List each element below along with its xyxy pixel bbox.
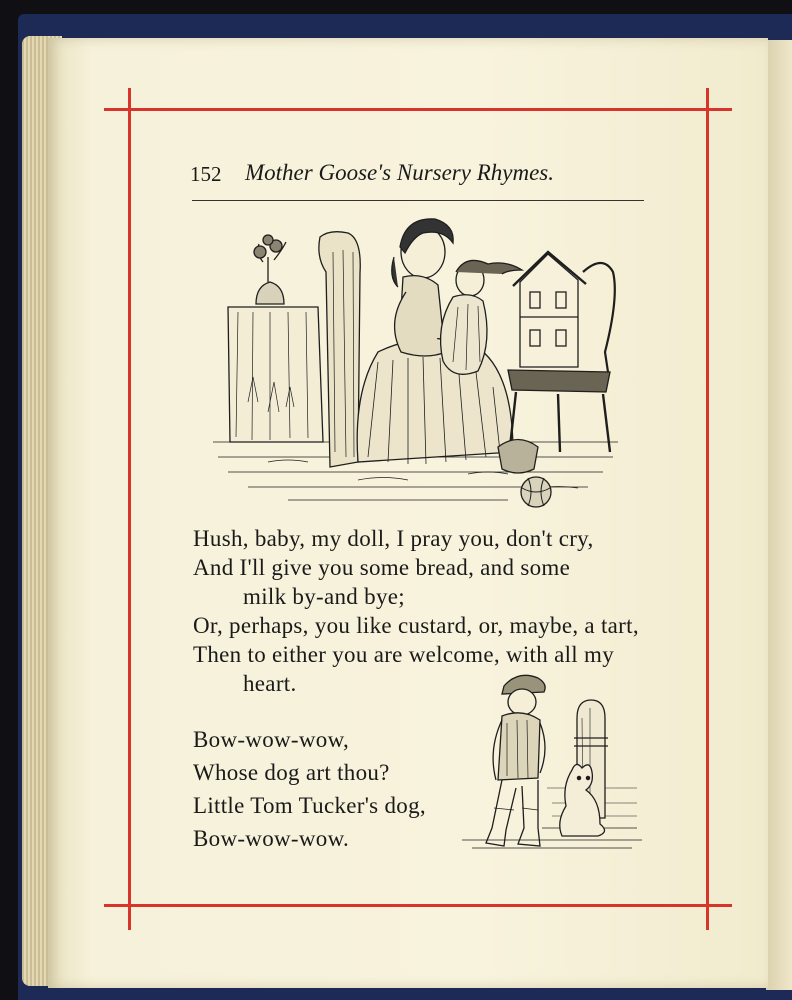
verse-line: Little Tom Tucker's dog, <box>193 793 426 818</box>
verse-line: Then to either you are welcome, with all my <box>193 642 615 667</box>
boy-and-dog-illustration <box>452 668 648 858</box>
facing-page-edge <box>766 40 792 990</box>
verse-line: Hush, baby, my doll, I pray you, don't cry, <box>193 526 594 551</box>
border-rule-top <box>104 108 732 111</box>
border-rule-right <box>706 88 709 930</box>
mother-with-doll-illustration <box>208 212 632 512</box>
verse-line: milk by-and bye; <box>243 584 405 609</box>
verse-line: Or, perhaps, you like custard, or, maybe, a tart, <box>193 613 639 638</box>
rhyme-bow-wow-wow <box>193 727 426 859</box>
verse-line: heart. <box>243 671 297 696</box>
border-rule-left <box>128 88 131 930</box>
header-divider <box>192 200 644 201</box>
page-title: Mother Goose's Nursery Rhymes. <box>245 160 554 185</box>
verse-line: And I'll give you some bread, and some <box>193 555 571 580</box>
verse-line: Bow-wow-wow, <box>193 727 350 752</box>
verse-line: Bow-wow-wow. <box>193 826 350 851</box>
border-rule-bottom <box>104 904 732 907</box>
running-header <box>190 160 650 190</box>
page-number: 152 <box>190 162 222 186</box>
verse-line: Whose dog art thou? <box>193 760 390 785</box>
